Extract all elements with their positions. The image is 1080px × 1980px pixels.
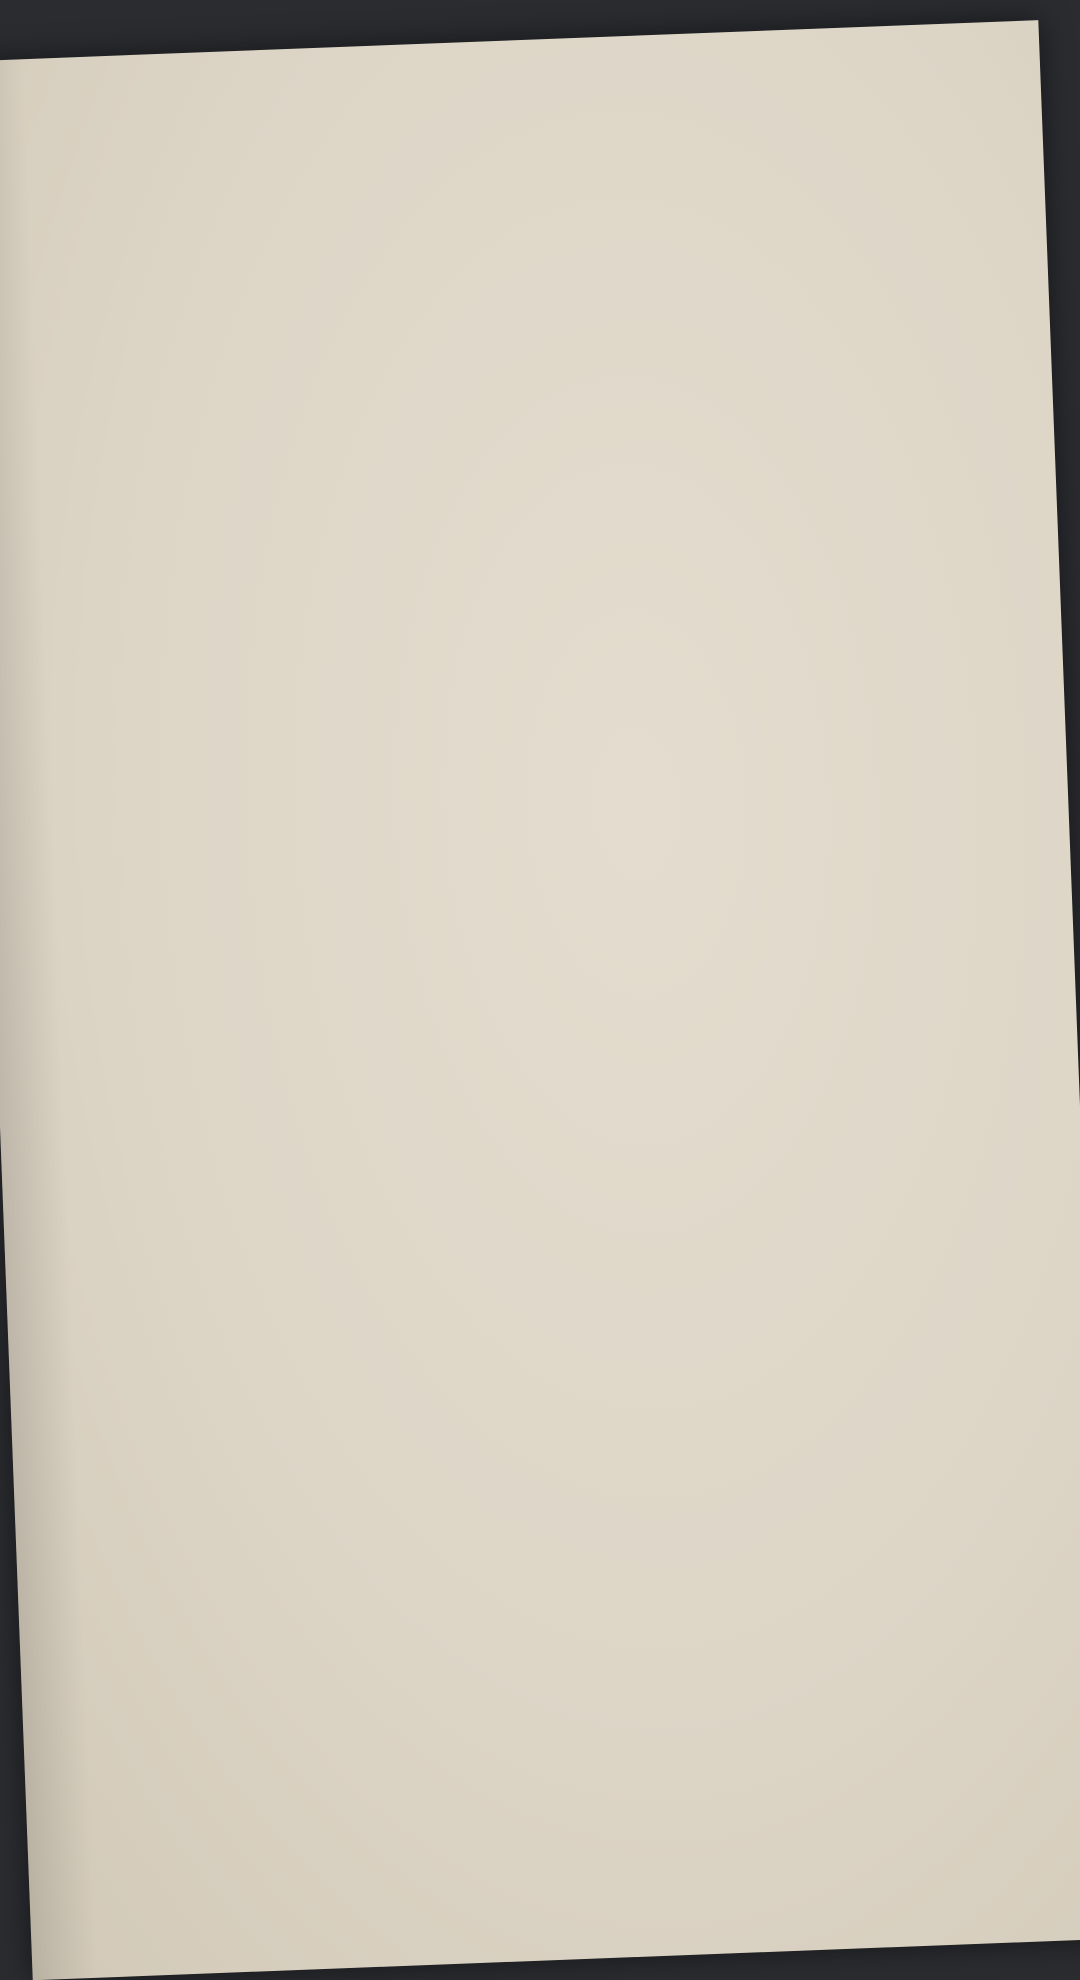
book-page <box>0 20 1080 1980</box>
table-of-contents <box>4 156 1014 221</box>
toc-top-section <box>4 156 1013 195</box>
chapter-list <box>5 182 1014 221</box>
